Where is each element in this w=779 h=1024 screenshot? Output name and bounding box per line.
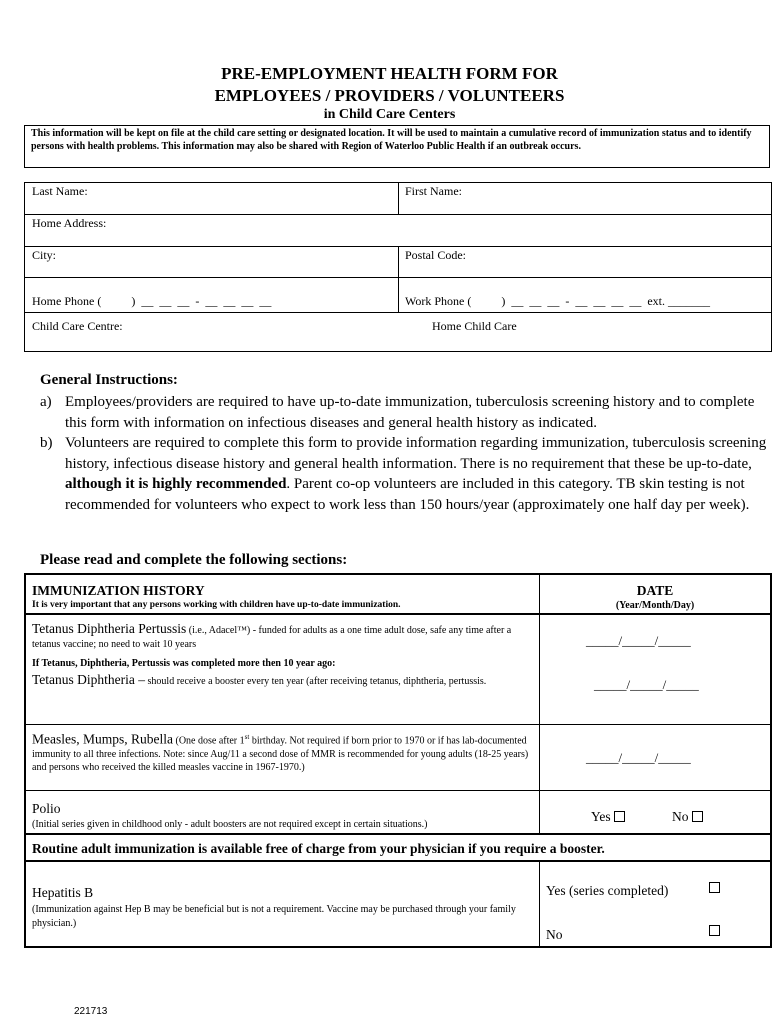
home-child-care-label[interactable]: Home Child Care — [432, 319, 517, 333]
first-name-field[interactable]: First Name: — [405, 184, 462, 198]
child-care-centre-field[interactable]: Child Care Centre: — [32, 319, 123, 333]
td-row — [32, 673, 532, 689]
city-field[interactable]: City: — [32, 248, 57, 262]
form-title-line1: PRE-EMPLOYMENT HEALTH FORM FOR — [221, 64, 558, 83]
routine-immunization-banner: Routine adult immunization is available free of charge from your physician if you require a booster. — [32, 841, 605, 856]
mmr-row: Measles, Mumps, Rubella (One dose after 1st birthday. Not required if born prior to 1970 or if has lab-documented immunity to all three infections. Note: since Aug/11 a second dose of MMR is recommended for young adults (18-25 years) and persons who received the killed measles vaccine in 1967-1970.) — [32, 731, 529, 774]
tdap-date-field[interactable]: _____/_____/_____ — [586, 633, 691, 648]
date-format: (Year/Month/Day) — [615, 600, 695, 611]
hepb-name: Hepatitis B — [32, 885, 94, 900]
hepb-no-checkbox[interactable] — [709, 925, 720, 936]
tdap-note: (i.e., Adacel™) - funded for adults as a one time adult dose, safe any time after a tetanus vaccine; no need to wait 10 years — [32, 625, 512, 650]
work-phone-field[interactable]: Work Phone ( ) __ __ __ - __ __ __ __ ext. _______ — [405, 294, 711, 308]
phone-row — [25, 277, 771, 313]
instructions-heading: General Instructions: — [40, 372, 178, 388]
td-date-field[interactable]: _____/_____/_____ — [594, 677, 699, 692]
form-code: 221713 — [74, 1006, 108, 1017]
immunization-heading-note: It is very important that any persons working with children have up-to-date immunization. — [32, 600, 401, 610]
polio-yes[interactable]: Yes — [591, 809, 625, 825]
polio-name: Polio — [32, 801, 61, 816]
tdap-name: Tetanus Diphtheria Pertussis — [32, 621, 187, 636]
polio-no[interactable]: No — [672, 809, 703, 825]
td-name: Tetanus Diphtheria – — [32, 672, 146, 687]
please-read-heading: Please read and complete the following sections: — [40, 552, 348, 568]
td-note: should receive a booster every ten year (after receiving tetanus, diphtheria, pertussis. — [145, 676, 487, 687]
immunization-table — [24, 573, 772, 948]
date-heading: DATE — [636, 583, 674, 598]
address-row — [25, 214, 771, 247]
immunization-heading: IMMUNIZATION HISTORY — [32, 583, 205, 598]
home-phone-field[interactable]: Home Phone ( ) __ __ __ - __ __ __ __ — [32, 294, 272, 308]
form-subtitle: in Child Care Centers — [323, 107, 456, 122]
instruction-a: a) Employees/providers are required to have up-to-date immunization, tuberculosis screening history and to complete this form with information on infectious diseases and general health history as indicated. — [40, 394, 755, 431]
privacy-notice: This information will be kept on file at the child care setting or designated location. It will be used to maintain a cumulative record of immunization status and to identify persons with health problems. This information may also be shared with Region of Waterloo Public Health if an outbreak occurs. — [24, 125, 770, 168]
contact-info-table — [24, 182, 772, 352]
home-address-field[interactable]: Home Address: — [32, 216, 107, 230]
form-title-line2: EMPLOYEES / PROVIDERS / VOLUNTEERS — [214, 86, 565, 105]
name-row — [25, 183, 771, 215]
mmr-date-field[interactable]: _____/_____/_____ — [586, 750, 691, 765]
hepb-note: (Immunization against Hep B may be beneficial but is not a requirement. Vaccine may be purchased through your family physician.) — [32, 904, 516, 929]
polio-note: (Initial series given in childhood only - adult boosters are not required except in certain situations.) — [32, 819, 428, 830]
polio-no-checkbox[interactable] — [692, 811, 703, 822]
child-care-row — [25, 312, 771, 352]
tdap-row — [32, 622, 532, 651]
mmr-name: Measles, Mumps, Rubella — [32, 731, 173, 747]
last-name-field[interactable]: Last Name: — [32, 184, 88, 198]
instruction-b: b) Volunteers are required to complete this form to provide information regarding immunization, tuberculosis screening history, infectious disease history and general health information. There is no requirement that these be up-to-date, although it is highly recommended. Parent co-op volunteers are included in this category. TB skin testing is not recommended for volunteers who expect to work less than 150 hours/year (approximately one half day per week). — [40, 435, 767, 513]
highly-recommended-text: although it is highly recommended — [65, 476, 287, 493]
polio-yes-checkbox[interactable] — [614, 811, 625, 822]
hepb-no-label: No — [546, 927, 563, 942]
city-row — [25, 246, 771, 278]
hepb-yes-label: Yes (series completed) — [546, 883, 669, 898]
hepb-yes-checkbox[interactable] — [709, 882, 720, 893]
instructions-list — [40, 392, 770, 516]
tdap-condition: If Tetanus, Diphtheria, Pertussis was completed more then 10 year ago: — [32, 658, 336, 669]
postal-code-field[interactable]: Postal Code: — [405, 248, 467, 262]
